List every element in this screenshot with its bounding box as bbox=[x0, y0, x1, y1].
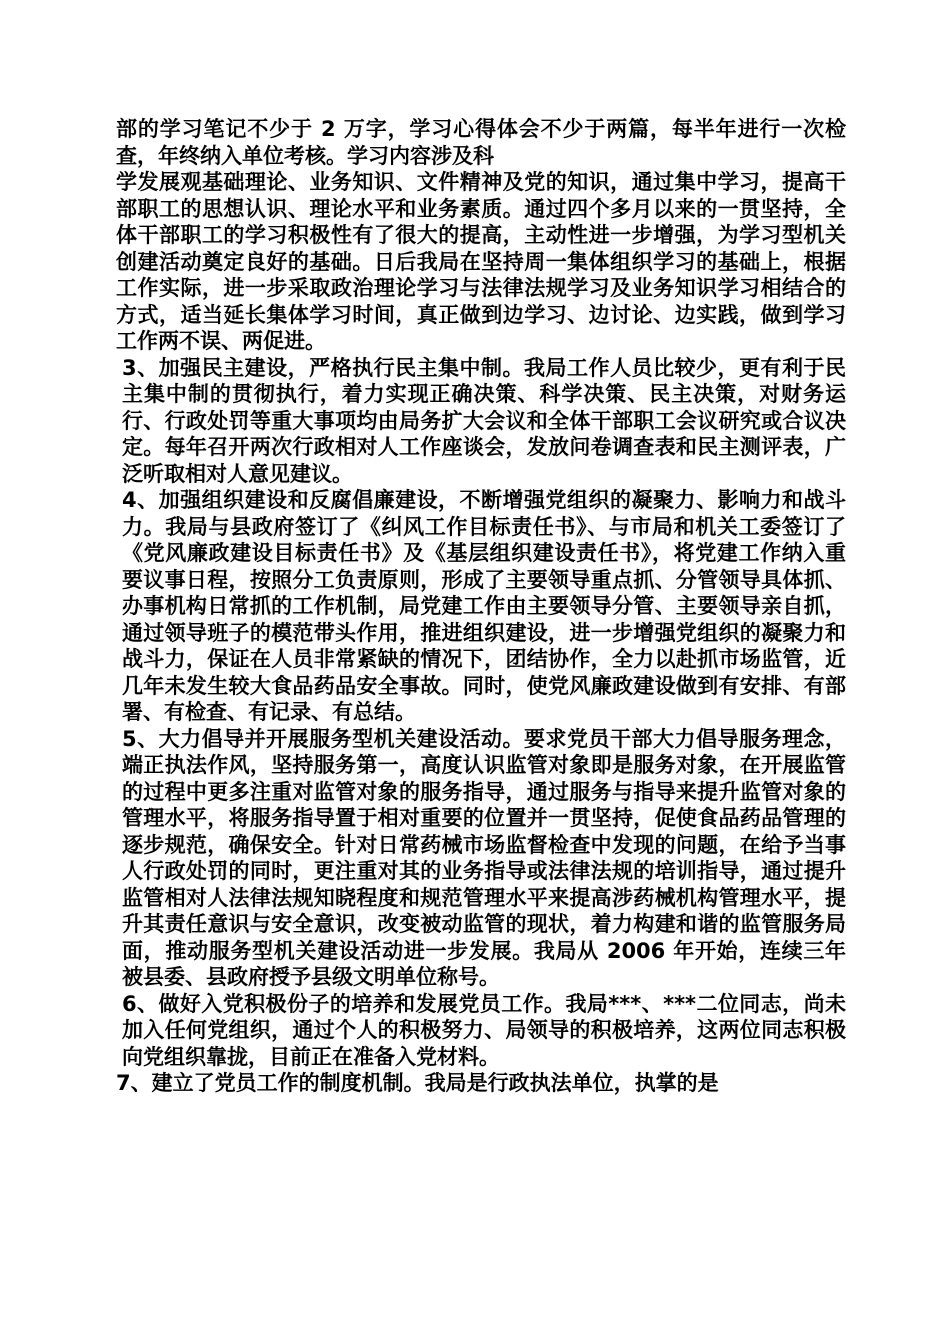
paragraph-study-notes: 部的学习笔记不少于 2 万字，学习心得体会不少于两篇，每半年进行一次检查，年终纳入单位考核。学习内容涉及科 bbox=[116, 117, 846, 168]
paragraph-organization: 4、加强组织建设和反腐倡廉建设，不断增强党组织的凝聚力、影响力和战斗力。我局与县政府签订了《纠风工作目标责任书》、与市局和机关工委签订了《党风廉政建设目标责任书》及《基层组织建设责任书》，将党建工作纳入重要议事日程，按照分工负责原则，形成了主要领导重点抓、分管领导具体抓、办事机构日常抓的工作机制，局党建工作由主要领导分管、主要领导亲自抓，通过领导班子的模范带头作用，推进组织建设，进一步增强党组织的凝聚力和战斗力，保证在人员非常紧缺的情况下，团结协作，全力以赴抓市场监管，近几年未发生较大食品药品安全事故。同时，使党风廉政建设做到有安排、有部署、有检查、有记录、有总结。 bbox=[122, 488, 846, 724]
paragraph-system-mechanism: 7、建立了党员工作的制度机制。我局是行政执法单位，执掌的是 bbox=[116, 1071, 719, 1095]
paragraph-service: 5、大力倡导并开展服务型机关建设活动。要求党员干部大力倡导服务理念，端正执法作风，坚持服务第一，高度认识监管对象即是服务对象，在开展监管的过程中更多注重对监管对象的服务指导，通过服务与指导来提升监管对象的管理水平，将服务指导置于相对重要的位置并一贯坚持，促使食品药品管理的逐步规范，确保安全。针对日常药械市场监督检查中发现的问题，在给予当事人行政处罚的同时，更注重对其的业务指导或法律法规的培训指导，通过提升监管相对人法律法规知晓程度和规范管理水平来提高涉药械机构管理水平，提升其责任意识与安全意识，改变被动监管的现状，着力构建和谐的监管服务局面，推动服务型机关建设活动进一步发展。我局从 2006 年开始，连续三年被县委、县政府授予县级文明单位称号。 bbox=[122, 726, 846, 989]
paragraph-study-content: 学发展观基础理论、业务知识、文件精神及党的知识，通过集中学习，提高干部职工的思想认识、理论水平和业务素质。通过四个多月以来的一贯坚持，全体干部职工的学习积极性有了很大的提高，主动性进一步增强，为学习型机关创建活动奠定良好的基础。日后我局在坚持周一集体组织学习的基础上，根据工作实际，进一步采取政治理论学习与法律法规学习及业务知识学习相结合的方式，适当延长集体学习时间，真正做到边学习、边讨论、边实践，做到学习工作两不误、两促进。 bbox=[116, 170, 846, 353]
paragraph-party-development: 6、做好入党积极份子的培养和发展党员工作。我局***、***二位同志，尚未加入任何党组织，通过个人的积极努力、局领导的积极培养，这两位同志积极向党组织靠拢，目前正在准备入党材料。 bbox=[122, 991, 846, 1069]
document-body bbox=[116, 116, 846, 1097]
paragraph-democracy: 3、加强民主建设，严格执行民主集中制。我局工作人员比较少，更有利于民主集中制的贯彻执行，着力实现正确决策、科学决策、民主决策，对财务运行、行政处罚等重大事项均由局务扩大会议和全体干部职工会议研究或合议决定。每年召开两次行政相对人工作座谈会，发放问卷调查表和民主测评表，广泛听取相对人意见建议。 bbox=[122, 355, 846, 486]
